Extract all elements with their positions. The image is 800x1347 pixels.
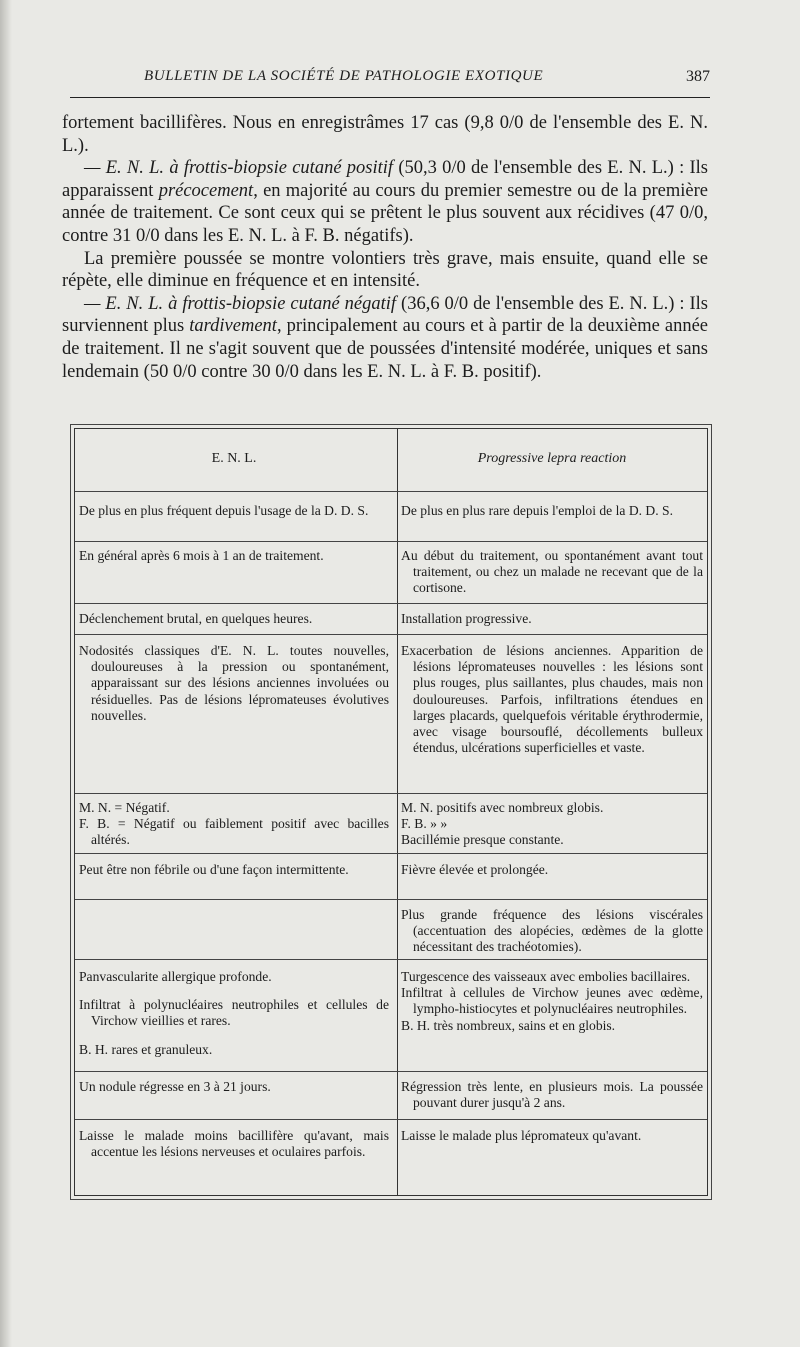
table-row-3-right: [401, 611, 703, 627]
cell-text: Installation progressive.: [401, 611, 532, 626]
row-divider: [75, 793, 707, 794]
table-row-6-right: [401, 862, 703, 878]
cell-text: F. B. » »: [401, 816, 448, 832]
table-row-5-right: [401, 800, 703, 849]
body-text: [62, 112, 708, 383]
row-divider: [75, 603, 707, 604]
heading-negative: — E. N. L. à frottis-biopsie cutané négatif: [84, 293, 397, 314]
cell-text: Régression très lente, en plusieurs mois. La poussée pouvant durer jusqu'à 2 ans.: [401, 1079, 703, 1111]
cell-text: Turgescence des vaisseaux avec embolies bacillaires.: [401, 969, 691, 984]
table-row-10-left: [79, 1128, 389, 1160]
row-divider: [75, 853, 707, 854]
cell-text: Laisse le malade moins bacillifère qu'avant, mais accentue les lésions nerveuses et oculaires parfois.: [79, 1128, 389, 1160]
emphasis-tardivement: tardivement: [189, 316, 277, 337]
cell-text: De plus en plus rare depuis l'emploi de la D. D. S.: [401, 503, 674, 518]
row-divider: [75, 899, 707, 900]
cell-text: B. H. très nombreux, sains et en globis.: [401, 1017, 616, 1033]
cell-text: Déclenchement brutal, en quelques heures.: [79, 611, 313, 626]
table-row-6-left: [79, 862, 389, 878]
paragraph-3: La première poussée se montre volontiers très grave, mais ensuite, quand elle se répète, elle diminue en fréquence et en intensité.: [62, 248, 708, 292]
paragraph-negative-text: (36,6 0/0 de l'ensemble des E. N. L.) : Ils surviennent plus: [62, 293, 708, 337]
table-row-4-right: [401, 643, 703, 756]
row-divider: [75, 491, 707, 492]
paragraph-negative: [62, 293, 708, 383]
comparison-table: [74, 428, 708, 1196]
cell-text: Exacerbation de lésions anciennes. Apparition de lésions lépromateuses nouvelles : les lésions sont plus rouges, plus saillantes, plus chaudes, mais non douloureuses. Parfois, infiltrations étendues en larges placards, quelquefois véritable érythrodermie, avec visage boursouflé, décollements bulleux étendus, ulcérations superficielles et vaste.: [401, 643, 703, 756]
cell-text: Au début du traitement, ou spontanément avant tout traitement, ou chez un malade ne recevant que de la cortisone.: [401, 548, 703, 596]
row-divider: [75, 634, 707, 635]
row-divider: [75, 1119, 707, 1120]
cell-text: Panvascularite allergique profonde.: [79, 969, 272, 984]
table-row-8-left: [79, 969, 389, 1058]
cell-text: De plus en plus fréquent depuis l'usage de la D. D. S.: [79, 503, 369, 518]
cell-text: Infiltrat à cellules de Virchow jeunes avec œdème, lympho-histiocytes et polynucléaires neutrophiles.: [401, 985, 703, 1017]
paragraph-positive-text-2: , en majorité au cours du premier semestre ou de la première année de traitement. Ce sont ceux qui se prêtent le plus souvent aux récidives (47 0/0, contre 31 0/0 dans les E. N. L. à F. B. négatifs).: [62, 180, 708, 246]
table-row-1-right: [401, 503, 703, 519]
page-header: [62, 66, 710, 94]
page-number: 387: [686, 68, 710, 85]
table-row-4-left: [79, 643, 389, 724]
cell-text: F. B. = Négatif ou faiblement positif avec bacilles altérés.: [79, 816, 389, 848]
table-row-2-right: [401, 548, 703, 597]
table-row-8-right: [401, 969, 703, 1034]
paragraph-positive: [62, 157, 708, 247]
cell-text: Nodosités classiques d'E. N. L. toutes nouvelles, douloureuses à la pression ou spontanément, apparaissant sur des lésions anciennes involuées ou résiduelles. Pas de lésions lépromateuses évolutives nouvelles.: [79, 643, 389, 723]
table-row-2-left: [79, 548, 389, 564]
cell-text: Bacillémie presque constante.: [401, 832, 564, 848]
header-rule: [70, 97, 710, 98]
row-divider: [75, 1071, 707, 1072]
running-title: BULLETIN DE LA SOCIÉTÉ DE PATHOLOGIE EXOTIQUE: [144, 68, 544, 84]
table-row-9-right: [401, 1079, 703, 1111]
cell-text: En général après 6 mois à 1 an de traitement.: [79, 548, 324, 563]
paragraph-negative-text-2: , principalement au cours et à partir de la deuxième année de traitement. Il ne s'agit souvent que de poussées d'intensité modérée, uniques et sans lendemain (50 0/0 contre 30 0/0 dans les E. N. L. à F. B. positif).: [62, 316, 708, 382]
row-divider: [75, 541, 707, 542]
paragraph-positive-text: (50,3 0/0 de l'ensemble des E. N. L.) : Ils apparaissent: [62, 158, 708, 201]
row-divider: [75, 959, 707, 960]
table-row-1-left: [79, 503, 389, 519]
cell-text: Plus grande fréquence des lésions viscérales (accentuation des alopécies, œdèmes de la glotte nécessitant des trachéotomies).: [401, 907, 703, 955]
table-header-progressive: Progressive lepra reaction: [477, 451, 627, 466]
table-row-9-left: [79, 1079, 389, 1095]
table-header-enl: E. N. L.: [211, 451, 257, 466]
cell-text: M. N. = Négatif.: [79, 800, 170, 815]
table-row-3-left: [79, 611, 389, 627]
emphasis-precocement: précocement: [158, 180, 254, 201]
cell-text: B. H. rares et granuleux.: [79, 1041, 213, 1057]
column-divider: [397, 429, 398, 1195]
table-row-10-right: [401, 1128, 703, 1144]
paragraph-1: fortement bacillifères. Nous en enregistrâmes 17 cas (9,8 0/0 de l'ensemble des E. N. L.).: [62, 113, 708, 156]
cell-text: Peut être non fébrile ou d'une façon intermittente.: [79, 862, 349, 877]
cell-text: Fièvre élevée et prolongée.: [401, 862, 549, 877]
table-row-7-right: [401, 907, 703, 956]
cell-text: M. N. positifs avec nombreux globis.: [401, 800, 604, 815]
heading-positive: — E. N. L. à frottis-biopsie cutané positif: [84, 158, 394, 179]
cell-text: Infiltrat à polynucléaires neutrophiles et cellules de Virchow vieillies et rares.: [79, 997, 389, 1029]
cell-text: Un nodule régresse en 3 à 21 jours.: [79, 1079, 271, 1094]
table-row-5-left: [79, 800, 389, 849]
cell-text: Laisse le malade plus lépromateux qu'avant.: [401, 1128, 642, 1143]
scan-edge-shadow: [0, 0, 12, 1347]
